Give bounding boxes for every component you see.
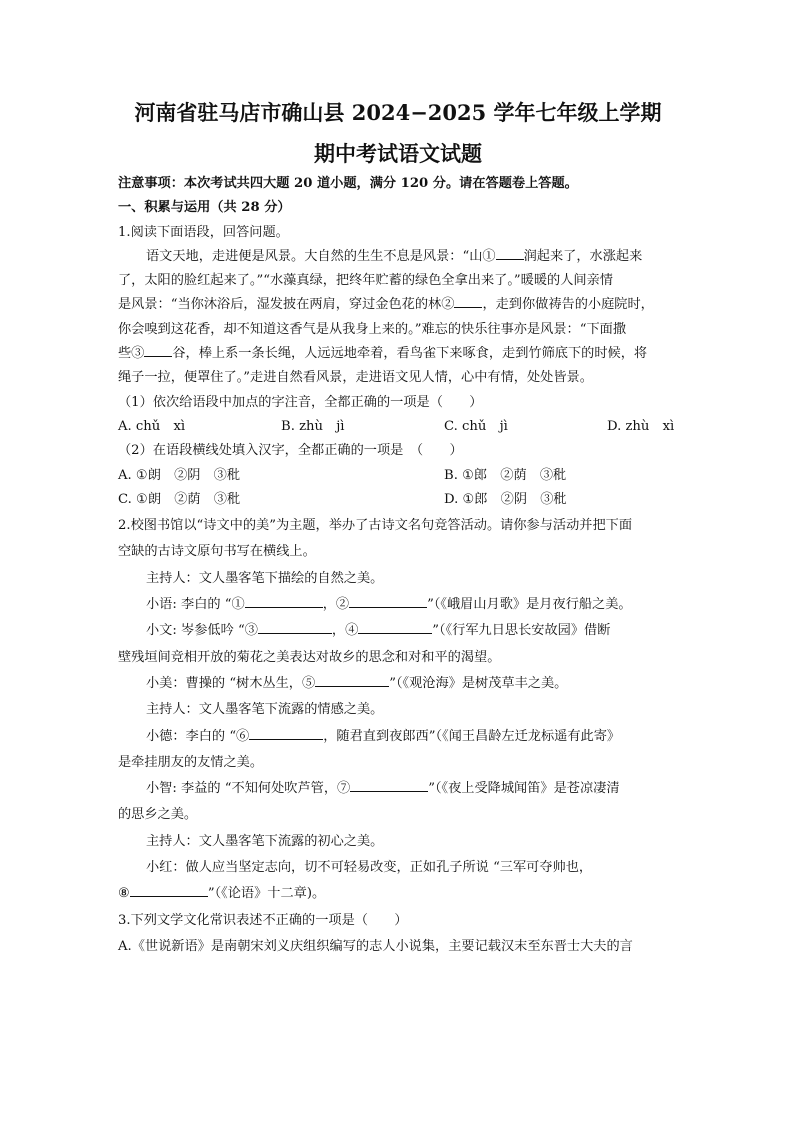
xiaode-line: 是牵挂朋友的友情之美。: [118, 754, 264, 770]
fill-blank-6: [249, 725, 323, 740]
xiaoyu-line: 小语: 李白的 “① ，② ”（《峨眉山月歌》是月夜行船之美。: [118, 593, 678, 617]
option-b: B. zhù jì: [281, 418, 345, 434]
host-line: 主持人：文人墨客笔下流露的情感之美。: [146, 702, 384, 718]
q1-paragraph-line: 是风景：“当你沐浴后，湿发披在两肩，穿过金色花的林② ，走到你做祷告的小庭院时，: [118, 293, 678, 317]
fill-blank-5: [315, 672, 389, 687]
q1-paragraph-line: 绳子一拉，便罩住了。”走进自然看风景，走进语文见人情，心中有情，处处皆景。: [118, 370, 593, 386]
q1-paragraph-line: 些③ 谷，棒上系一条长绳，人远远地牵着，看鸟雀下来啄食，走到竹筛底下的时候，将: [118, 342, 678, 366]
question-1-stem: 1.阅读下面语段，回答问题。: [118, 224, 289, 240]
fill-blank-1: [245, 593, 323, 608]
option-d: D. zhù xì: [607, 418, 675, 434]
option-b: B. ①郎 ②荫 ③秕: [444, 467, 567, 483]
xiaode-line: 小德：李白的 “⑥ ，随君直到夜郎西”（《闻王昌龄左迁龙标遥有此寄》: [118, 725, 678, 749]
q1-subquestion-2: （2）在语段横线处填入汉字，全都正确的一项是 （ ）: [118, 443, 463, 459]
exam-notice: 注意事项：本次考试共四大题 20 道小题，满分 120 分。请在答题卷上答题。: [118, 176, 578, 191]
xiaohong-line: 小红：做人应当坚定志向，切不可轻易改变，正如孔子所说 “三军可夺帅也，: [146, 860, 593, 876]
option-c: C. chǔ jì: [444, 418, 508, 434]
fill-blank-8: [130, 882, 208, 897]
host-line: 主持人：文人墨客笔下流露的初心之美。: [146, 833, 384, 849]
q1-subquestion-1: （1）依次给语段中加点的字注音，全都正确的一项是（ ）: [118, 394, 483, 410]
option-d: D. ①郎 ②阴 ③秕: [444, 491, 567, 507]
exam-title-line2: 期中考试语文试题: [314, 141, 482, 166]
fill-blank-3: [258, 619, 332, 634]
q1-sub1-options: [118, 415, 678, 439]
question-2-stem: 2.校图书馆以“诗文中的美”为主题，举办了古诗文名句竞答活动。请你参与活动并把下面: [118, 518, 632, 534]
fill-blank-3: [144, 342, 172, 357]
option-a: A. ①朗 ②阴 ③秕: [118, 467, 241, 483]
exam-page: [118, 92, 678, 959]
question-3-stem: 3.下列文学文化常识表述不正确的一项是（ ）: [118, 912, 408, 928]
xiaozhi-line: 小智: 李益的 “不知何处吹芦管，⑦ ”（《夜上受降城闻笛》是苍凉凄清: [118, 777, 678, 801]
section-heading: 一、积累与运用（共 28 分）: [118, 200, 291, 216]
option-a: A. chǔ xì: [118, 418, 186, 434]
exam-title-line1: 河南省驻马店市确山县 2024−2025 学年七年级上学期: [134, 100, 662, 125]
xiaowen-line: 壁残垣间竞相开放的菊花之美表达对故乡的思念和对和平的渴望。: [118, 649, 501, 665]
fill-blank-2: [454, 293, 482, 308]
q1-paragraph-line: 语文天地，走进便是风景。大自然的生生不息是风景：“山① 润起来了，水涨起来: [118, 245, 678, 269]
fill-blank-4: [358, 619, 432, 634]
xiaomei-line: 小美：曹操的 “树木丛生，⑤ ”（《观沧海》是树茂草丰之美。: [118, 672, 678, 696]
xiaozhi-line: 的思乡之美。: [118, 807, 198, 823]
fill-blank-1: [496, 245, 524, 260]
q1-paragraph-line: 了，太阳的脸红起来了。”“水藻真绿，把终年贮蓄的绿色全拿出来了。”暖暖的人间亲情: [118, 273, 613, 289]
xiaohong-line: ⑧ ”（《论语》十二章)。: [118, 882, 678, 906]
fill-blank-2: [349, 593, 427, 608]
fill-blank-7: [350, 777, 428, 792]
q1-paragraph-line: 你会嗅到这花香，却不知道这香气是从我身上来的。”难忘的快乐往事亦是风景：“下面撒: [118, 321, 627, 337]
q1-sub2-options: [118, 464, 678, 488]
question-2-stem: 空缺的古诗文原句书写在横线上。: [118, 544, 316, 560]
option-c: C. ①朗 ②荫 ③秕: [118, 491, 241, 507]
q1-sub2-options: [118, 488, 678, 512]
q3-option-a: A.《世说新语》是南朝宋刘义庆组织编写的志人小说集，主要记载汉末至东晋士大夫的言: [118, 938, 633, 954]
xiaowen-line: 小文: 岑参低吟 “③ ，④ ”（《行军九日思长安故园》借断: [118, 619, 678, 643]
host-line: 主持人：文人墨客笔下描绘的自然之美。: [146, 570, 384, 586]
